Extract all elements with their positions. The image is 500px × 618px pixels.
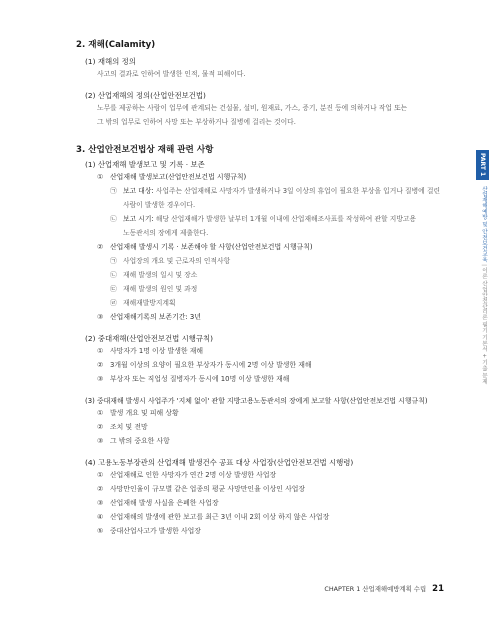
section-number: (2) bbox=[85, 91, 96, 100]
item-text: 재해 발생의 일시 및 장소 bbox=[123, 271, 198, 279]
paragraph: 사고의 결과로 인하여 발생한 인적, 물적 피해이다. bbox=[97, 70, 246, 78]
list-marker: ㉡ bbox=[110, 215, 117, 223]
list-text: 산업재해의 발생에 관한 보고를 최근 3년 이내 2회 이상 하지 않은 사업장 bbox=[110, 513, 330, 521]
section-number: (1) bbox=[85, 57, 96, 66]
list-text: 산업재해기록의 보존기간: 3년 bbox=[110, 313, 201, 321]
list-text: 산업재해로 인한 사망자가 연간 2명 이상 발생한 사업장 bbox=[110, 471, 277, 479]
item-text: 사업주는 산업재해로 사망자가 발생하거나 3일 이상의 휴업이 필요한 부상을 입거나 질병에 걸린 bbox=[153, 187, 441, 195]
item-text: 재해재발방지계획 bbox=[123, 299, 176, 307]
section-heading: 중대재해(산업안전보건법 시행규칙) bbox=[97, 334, 214, 343]
list-marker: ㉢ bbox=[110, 285, 117, 293]
section-number: (4) bbox=[85, 458, 96, 467]
list-marker: ① bbox=[97, 173, 104, 181]
list-marker: ㉣ bbox=[110, 299, 117, 307]
item-text: 사업장의 개요 및 근로자의 인적사항 bbox=[123, 257, 231, 265]
list-marker: ② bbox=[97, 485, 104, 493]
list-item bbox=[76, 240, 470, 254]
item-text: 노동관서의 장에게 제출한다. bbox=[123, 229, 209, 237]
section-number: (1) bbox=[85, 160, 96, 169]
list-marker: ① bbox=[97, 347, 104, 355]
page-footer bbox=[324, 584, 444, 594]
sub-list-text bbox=[123, 212, 470, 226]
list-text: 3개월 이상의 요양이 필요한 부상자가 동시에 2명 이상 발생한 재해 bbox=[110, 361, 312, 369]
list-item bbox=[76, 496, 470, 510]
list-item bbox=[76, 420, 470, 434]
list-marker: ③ bbox=[97, 437, 104, 445]
section-heading: 고용노동부장관의 산업재해 발생건수 공표 대상 사업장(산업안전보건법 시행령) bbox=[97, 458, 354, 467]
item-label: 보고 시기: bbox=[123, 215, 154, 223]
sub-list-continuation bbox=[76, 198, 470, 212]
side-title-part: 산업재해예방 및 안전보건교육 bbox=[481, 186, 487, 263]
list-text: 사망자가 1명 이상 발생한 재해 bbox=[110, 347, 204, 355]
list-marker: ② bbox=[97, 243, 104, 251]
paragraph-line: 노무를 제공하는 사람이 업무에 관계되는 건설물, 설비, 원재료, 가스, 증기, 분진 등에 의하거나 작업 또는 bbox=[97, 104, 408, 112]
footer-chapter: CHAPTER 1 산업재해예방계획 수립 bbox=[324, 585, 427, 593]
section-2-2-title bbox=[76, 91, 470, 101]
list-marker: ㉠ bbox=[110, 257, 117, 265]
list-text: 산업재해 발생시 기록 · 보존해야 할 사항(산업안전보건법 시행규칙) bbox=[110, 243, 313, 251]
list-marker: ③ bbox=[97, 313, 104, 321]
section-heading: 산업재해의 정의(산업안전보건법) bbox=[97, 91, 206, 100]
list-marker: ⑤ bbox=[97, 527, 104, 535]
item-text: 해당 산업재해가 발생한 날부터 1개월 이내에 산업재해조사표를 작성하여 관할 지방고용 bbox=[153, 215, 417, 223]
list-item bbox=[76, 468, 470, 482]
list-item bbox=[76, 510, 470, 524]
section-3-title: 3. 산업안전보건법상 재해 관련 사항 bbox=[76, 145, 214, 155]
list-text: 산업재해 발생 사실을 은폐한 사업장 bbox=[110, 499, 219, 507]
list-item bbox=[76, 434, 470, 448]
indent-spacer bbox=[110, 226, 123, 240]
section-3-4-title bbox=[76, 458, 470, 468]
list-marker: ㉠ bbox=[110, 187, 117, 195]
item-text: 재해 발생의 원인 및 과정 bbox=[123, 285, 198, 293]
side-title-book: 이론 산업안전관리론 필기 기본서 + 기출 문제 bbox=[481, 267, 487, 384]
list-marker: ④ bbox=[97, 513, 104, 521]
section-number: (2) bbox=[85, 334, 96, 343]
list-marker: ③ bbox=[97, 499, 104, 507]
list-marker: ② bbox=[97, 361, 104, 369]
list-item bbox=[76, 524, 470, 538]
list-item bbox=[76, 358, 470, 372]
page-number: 21 bbox=[432, 584, 444, 594]
list-item bbox=[76, 344, 470, 358]
side-running-title bbox=[479, 186, 488, 386]
list-item bbox=[76, 406, 470, 420]
list-item bbox=[76, 482, 470, 496]
list-marker: ㉡ bbox=[110, 271, 117, 279]
section-2-title: 2. 재해(Calamity) bbox=[76, 40, 156, 50]
sub-list-continuation bbox=[76, 226, 470, 240]
sub-list-item bbox=[76, 268, 470, 282]
sub-list-item bbox=[76, 184, 470, 198]
indent-spacer bbox=[110, 198, 123, 212]
list-text: 부상자 또는 직업성 질병자가 동시에 10명 이상 발생한 재해 bbox=[110, 375, 290, 383]
list-marker: ① bbox=[97, 409, 104, 417]
item-label: 보고 대상: bbox=[123, 187, 154, 195]
sub-list-text bbox=[123, 184, 470, 198]
list-text: 산업재해 발생보고(산업안전보건법 시행규칙) bbox=[110, 173, 247, 181]
side-separator: | bbox=[481, 264, 487, 267]
section-3-2-title bbox=[76, 334, 470, 344]
section-heading: 산업재해 발생보고 및 기록 · 보존 bbox=[97, 160, 205, 169]
list-text: 조치 및 전망 bbox=[110, 423, 148, 431]
list-text: 사망만인율이 규모별 같은 업종의 평균 사망만인율 이상인 사업장 bbox=[110, 485, 306, 493]
list-marker: ③ bbox=[97, 375, 104, 383]
list-item bbox=[76, 372, 470, 386]
section-2-1-title bbox=[76, 57, 470, 67]
list-marker: ② bbox=[97, 423, 104, 431]
section-heading: 재해의 정의 bbox=[97, 57, 136, 66]
list-item bbox=[76, 310, 470, 324]
item-text: 사람이 발생한 경우이다. bbox=[123, 201, 196, 209]
section-3-3-title bbox=[76, 396, 470, 406]
list-text: 그 밖의 중요한 사항 bbox=[110, 437, 170, 445]
main-content bbox=[76, 40, 470, 538]
list-text: 중대산업사고가 발생한 사업장 bbox=[110, 527, 201, 535]
list-marker: ① bbox=[97, 471, 104, 479]
list-text: 발생 개요 및 피해 상황 bbox=[110, 409, 179, 417]
sub-list-item bbox=[76, 212, 470, 226]
section-heading: 중대재해 발생시 사업주가 '지체 없이' 관할 지방고용노동관서의 장에게 보고할 사항(산업안전보건법 시행규칙) bbox=[96, 397, 428, 405]
sub-list-item bbox=[76, 282, 470, 296]
section-3-1-title bbox=[76, 160, 470, 170]
sub-list-item bbox=[76, 254, 470, 268]
sub-list-item bbox=[76, 296, 470, 310]
paragraph-line: 그 밖의 업무로 인하여 사망 또는 부상하거나 질병에 걸리는 것이다. bbox=[97, 118, 296, 126]
section-number: (3) bbox=[85, 397, 95, 405]
list-item bbox=[76, 170, 470, 184]
part-tab: PART 1 bbox=[476, 150, 489, 180]
